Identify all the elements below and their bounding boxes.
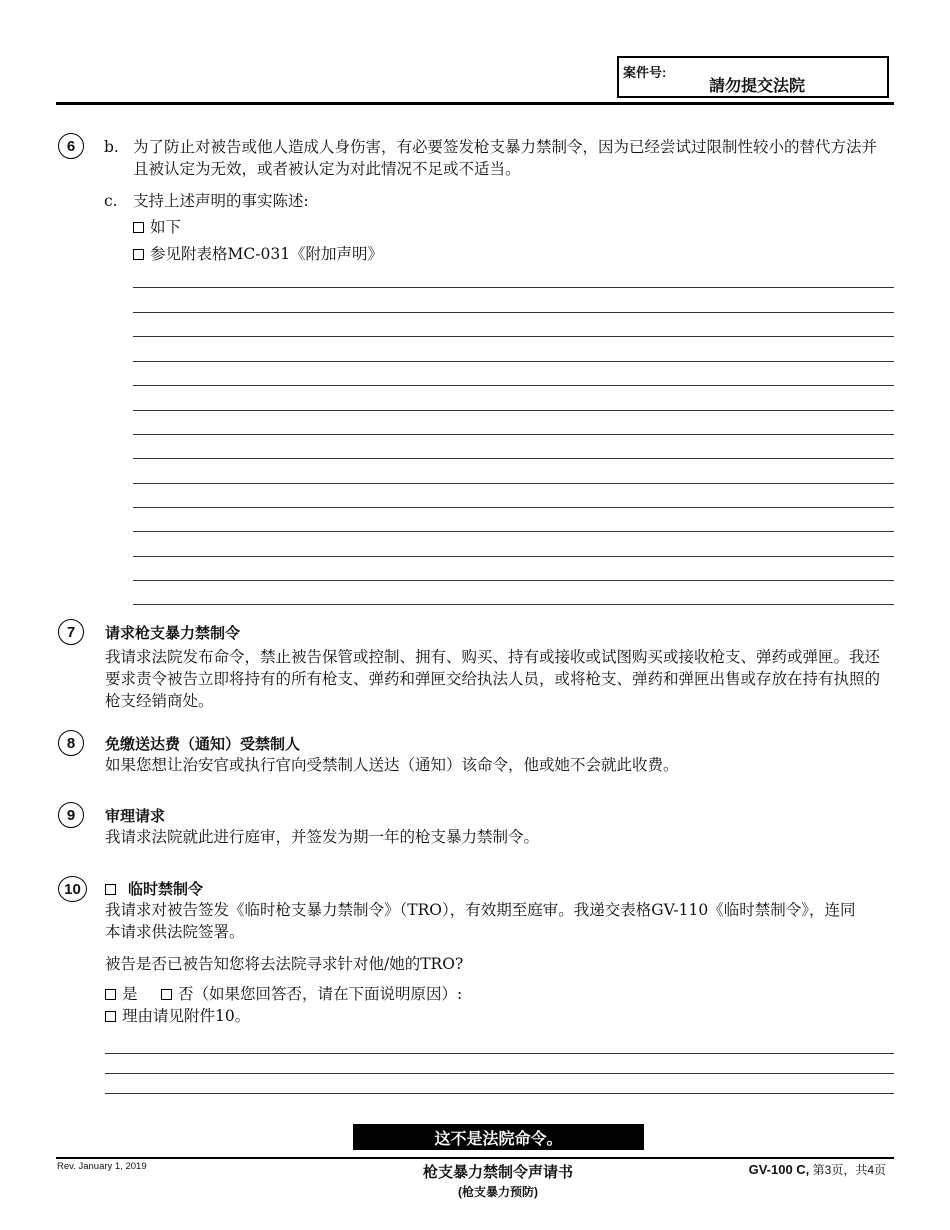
writing-line[interactable] [133, 604, 894, 605]
header-divider [56, 102, 894, 105]
form-subtitle: (枪支暴力预防) [458, 1185, 538, 1199]
form-code: GV-100 C, [748, 1162, 810, 1177]
section-7-title: 请求枪支暴力禁制令 [105, 625, 241, 642]
attachment-10-checkbox[interactable] [105, 1011, 116, 1022]
writing-line[interactable] [133, 312, 894, 313]
tro-checkbox[interactable] [105, 884, 116, 895]
writing-line[interactable] [105, 1093, 894, 1094]
section-10-title: 临时禁制令 [128, 881, 204, 898]
section-6-number: 6 [58, 133, 84, 159]
section-10-question: 被告是否已被告知您将去法院寻求针对他/她的TRO? [105, 955, 464, 973]
no-label: 否（如果您回答否，请在下面说明原因）: [178, 985, 463, 1003]
attachment-10-option[interactable] [105, 1005, 250, 1027]
writing-line[interactable] [133, 556, 894, 557]
section-6b-text: 为了防止对被告或他人造成人身伤害，有必要签发枪支暴力禁制令，因为已经尝试过限制性较小的替代方法并且被认定为无效，或者被认定为对此情况不足或不适当。 [133, 138, 878, 178]
option-as-follows[interactable] [133, 216, 181, 238]
section-9-number: 9 [58, 802, 84, 828]
case-number-value: 請勿提交法院 [709, 78, 806, 95]
writing-line[interactable] [133, 580, 894, 581]
case-number-label: 案件号: [623, 65, 667, 80]
writing-line[interactable] [133, 287, 894, 288]
section-10-text: 我请求对被告签发《临时枪支暴力禁制令》（TRO），有效期至庭审。我递交表格GV-110《临时禁制令》，连同本请求供法院签署。 [105, 901, 856, 941]
revision-date: Rev. January 1, 2019 [57, 1161, 147, 1172]
writing-line[interactable] [133, 410, 894, 411]
writing-line[interactable] [133, 483, 894, 484]
writing-line[interactable] [133, 458, 894, 459]
not-court-order-banner: 这不是法院命令。 [353, 1124, 644, 1150]
section-6c-letter: c. [104, 192, 118, 210]
section-10-heading[interactable] [105, 878, 203, 899]
yes-checkbox[interactable] [105, 989, 116, 1000]
writing-line[interactable] [105, 1053, 894, 1054]
writing-line[interactable] [133, 507, 894, 508]
section-7-number: 7 [58, 619, 84, 645]
section-9-title: 审理请求 [105, 808, 166, 825]
no-checkbox[interactable] [161, 989, 172, 1000]
writing-line[interactable] [105, 1073, 894, 1074]
section-7-text: 我请求法院发布命令，禁止被告保管或控制、拥有、购买、持有或接收或试图购买或接收枪支、弹药或弹匣。我还要求责令被告立即将持有的所有枪支、弹药和弹匣交给执法人员，或将枪支、弹药和弹匣出售或存放在持有执照的枪支经销商处。 [105, 648, 881, 710]
footer-divider [56, 1157, 894, 1159]
page-info: 第3页，共4页 [812, 1163, 886, 1177]
section-8-text: 如果您想让治安官或执行官向受禁制人送达（通知）该命令，他或她不会就此收费。 [105, 756, 679, 774]
section-10-number: 10 [58, 876, 87, 902]
yes-label: 是 [122, 985, 138, 1003]
form-footer-id [700, 1161, 886, 1178]
section-8-number: 8 [58, 730, 84, 756]
writing-line[interactable] [133, 434, 894, 435]
writing-line[interactable] [133, 336, 894, 337]
answer-no[interactable] [161, 983, 462, 1005]
see-mc031-label: 参见附表格MC-031《附加声明》 [150, 245, 384, 263]
writing-line[interactable] [133, 385, 894, 386]
form-title: 枪支暴力禁制令声请书 [422, 1164, 573, 1181]
section-6c-text: 支持上述声明的事实陈述: [133, 192, 309, 210]
section-9-text: 我请求法院就此进行庭审，并签发为期一年的枪支暴力禁制令。 [105, 828, 540, 846]
case-number-box[interactable] [617, 56, 889, 98]
section-6b-letter: b. [104, 138, 119, 156]
option-see-mc031[interactable] [133, 243, 383, 265]
attachment-10-label: 理由请见附件10。 [122, 1007, 251, 1025]
as-follows-checkbox[interactable] [133, 222, 144, 233]
see-mc031-checkbox[interactable] [133, 249, 144, 260]
as-follows-label: 如下 [150, 218, 182, 236]
answer-yes[interactable] [105, 983, 138, 1005]
section-8-title: 免缴送达费（通知）受禁制人 [105, 736, 301, 753]
writing-line[interactable] [133, 361, 894, 362]
writing-line[interactable] [133, 531, 894, 532]
